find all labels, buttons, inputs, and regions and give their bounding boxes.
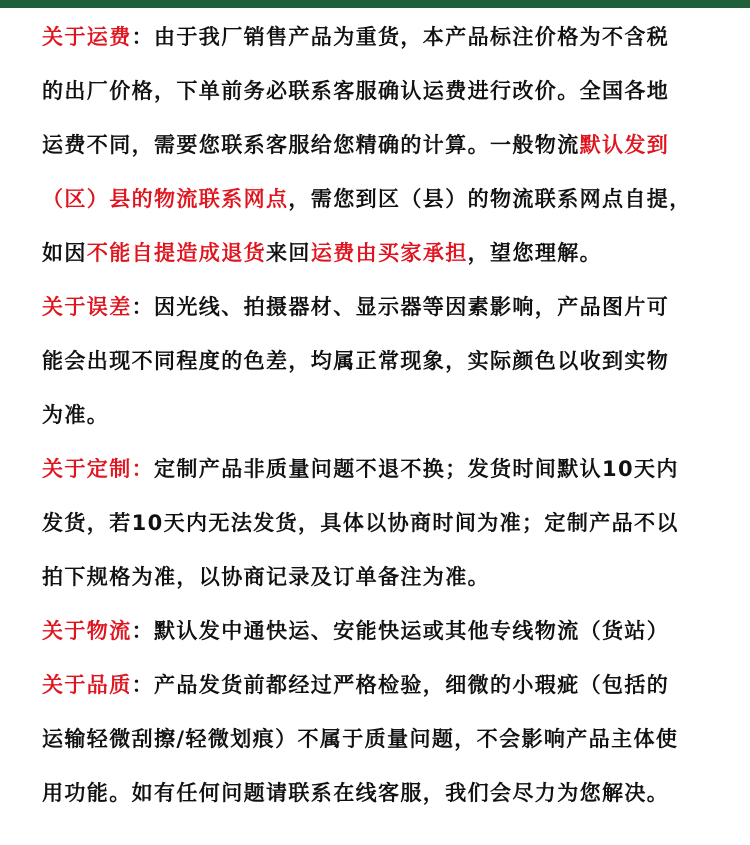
line-3 xyxy=(42,130,669,160)
body-text: 发货，若10天内无法发货，具体以协商时间为准；定制产品不以 xyxy=(42,511,679,535)
line-10 xyxy=(42,508,679,538)
line-13 xyxy=(42,670,669,700)
body-text: 运输轻微刮擦/轻微划痕）不属于质量问题，不会影响产品主体使 xyxy=(42,727,679,751)
highlight-text: 默认发到 xyxy=(579,133,670,157)
top-border-bar xyxy=(0,0,750,8)
line-14 xyxy=(42,724,678,754)
body-text: ，望您理解。 xyxy=(467,241,603,265)
body-text: 拍下规格为准，以协商记录及订单备注为准。 xyxy=(42,565,490,589)
line-9 xyxy=(42,454,679,484)
body-text: ：因光线、拍摄器材、显示器等因素影响，产品图片可 xyxy=(131,295,670,319)
highlight-text: 关于品质 xyxy=(42,673,132,697)
line-7 xyxy=(42,346,669,376)
body-text: 的出厂价格，下单前务必联系客服确认运费进行改价。全国各地 xyxy=(42,79,670,103)
highlight-text: 不能自提造成退货 xyxy=(86,241,267,265)
line-4 xyxy=(42,184,692,214)
line-1 xyxy=(42,22,669,52)
body-text: 如因 xyxy=(42,241,87,265)
line-8 xyxy=(42,400,109,430)
body-text: 能会出现不同程度的色差，均属正常现象，实际颜色以收到实物 xyxy=(42,349,670,373)
body-text: ：默认发中通快运、安能快运或其他专线物流（货站） xyxy=(131,619,670,643)
highlight-text: 关于误差 xyxy=(42,295,132,319)
line-11 xyxy=(42,562,490,592)
highlight-text: 关于定制： xyxy=(42,457,154,481)
highlight-text: 运费由买家承担 xyxy=(310,241,468,265)
line-5 xyxy=(42,238,602,268)
body-text: 运费不同，需要您联系客服给您精确的计算。一般物流 xyxy=(42,133,580,157)
highlight-text: 关于运费 xyxy=(42,25,132,49)
highlight-text: （区）县的物流联系网点 xyxy=(42,187,289,211)
body-text: 来回 xyxy=(266,241,311,265)
body-text: 用功能。如有任何问题请联系在线客服，我们会尽力为您解决。 xyxy=(42,781,670,805)
line-12 xyxy=(42,616,669,646)
line-15 xyxy=(42,778,669,808)
body-text: ，需您到区（县）的物流联系网点自提， xyxy=(288,187,692,211)
line-2 xyxy=(42,76,669,106)
line-6 xyxy=(42,292,669,322)
body-text: ：由于我厂销售产品为重货，本产品标注价格为不含税 xyxy=(131,25,670,49)
body-text: 定制产品非质量问题不退不换；发货时间默认10天内 xyxy=(154,457,679,481)
body-text: 为准。 xyxy=(42,403,110,427)
notice-document xyxy=(0,8,750,845)
body-text: ：产品发货前都经过严格检验，细微的小瑕疵（包括的 xyxy=(131,673,670,697)
highlight-text: 关于物流 xyxy=(42,619,132,643)
